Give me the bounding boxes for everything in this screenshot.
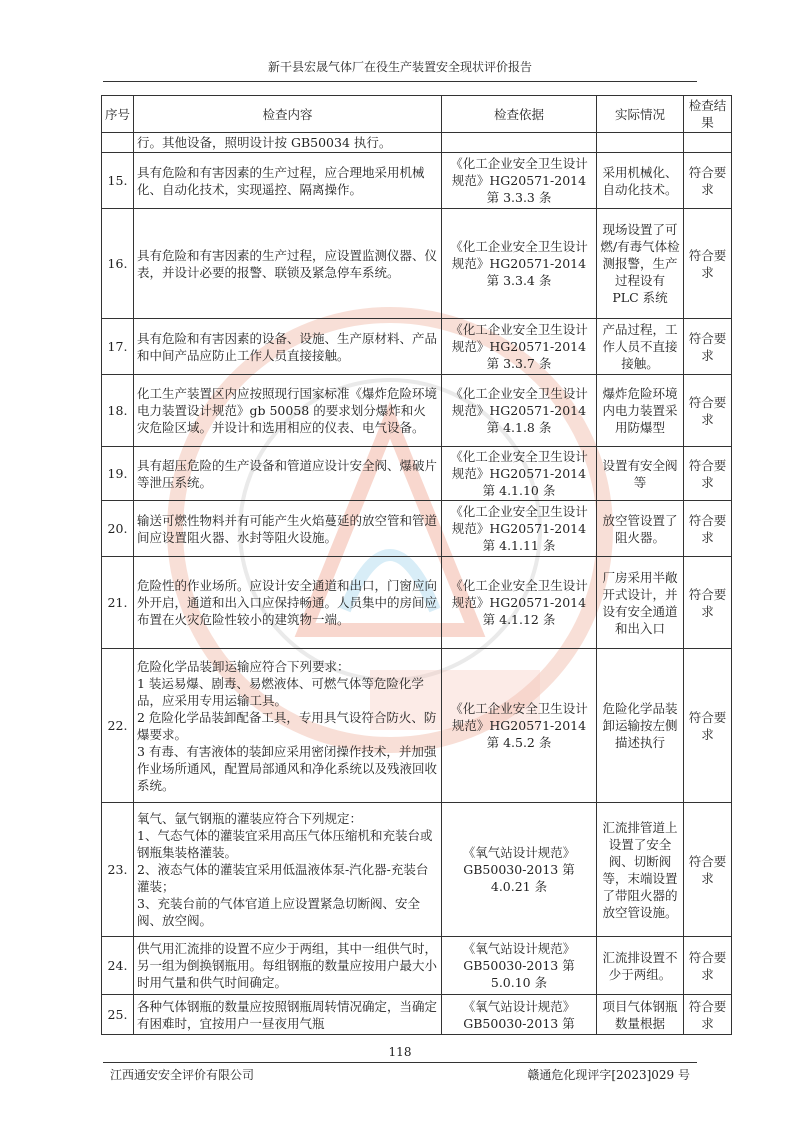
table-header-row (102, 96, 732, 133)
table-row: 20. 输送可燃性物料并有可能产生火焰蔓延的放空管和管道间应设置阻火器、水封等阻火设施。 《化工企业安全卫生设计规范》HG20571-2014 第 4.1.11 条 放空管设置了阻火器。 符合要求 (102, 501, 732, 557)
table-row: 25. 各种气体钢瓶的数量应按照钢瓶周转情况确定，当确定有困难时，宜按用户一昼夜用气瓶 《氧气站设计规范》GB50030-2013 第 项目气体钢瓶数量根据 符合要求 (102, 995, 732, 1035)
footer-report-no: 赣通危化现评字[2023]029 号 (527, 1068, 690, 1082)
footer-company: 江西通安安全评价有限公司 (110, 1068, 255, 1082)
table-row: 19. 具有超压危险的生产设备和管道应设计安全阀、爆破片等泄压系统。 《化工企业安全卫生设计规范》HG20571-2014 第 4.1.10 条 设置有安全阀等 符合要求 (102, 447, 732, 501)
inspection-table (101, 95, 732, 1035)
col-header-no: 序号 (102, 96, 134, 133)
col-header-content: 检查内容 (134, 96, 442, 133)
table-row: 18. 化工生产装置区内应按照现行国家标准《爆炸危险环境电力装置设计规范》gb 50058 的要求划分爆炸和火灾危险区域。并设计和选用相应的仪表、电气设备。 《化工企业安全卫生设计规范》HG20571-2014 第 4.1.8 条 爆炸危险环境内电力装置采用防爆型 符合要求 (102, 375, 732, 447)
table-row: 16. 具有危险和有害因素的生产过程，应设置监测仪器、仪表，并设计必要的报警、联锁及紧急停车系统。 《化工企业安全卫生设计规范》HG20571-2014 第 3.3.4 条 现场设置了可燃/有毒气体检测报警，生产过程设有 PLC 系统 符合要求 (102, 209, 732, 319)
continuation-row (102, 133, 732, 153)
table-row: 15. 具有危险和有害因素的生产过程，应合理地采用机械化、自动化技术，实现遥控、隔离操作。 《化工企业安全卫生设计规范》HG20571-2014 第 3.3.3 条 采用机械化、自动化技术。 符合要求 (102, 153, 732, 209)
table-row: 24. 供气用汇流排的设置不应少于两组，其中一组供气时，另一组为倒换钢瓶用。每组钢瓶的数量应按用户最大小时用气量和供气时间确定。 《氧气站设计规范》GB50030-2013 第 5.0.10 条 汇流排设置不少于两组。 符合要求 (102, 937, 732, 995)
table-row: 17. 具有危险和有害因素的设备、设施、生产原材料、产品和中间产品应防止工作人员直接接触。 《化工企业安全卫生设计规范》HG20571-2014 第 3.3.7 条 产品过程，工作人员不直接接触。 符合要求 (102, 319, 732, 375)
table-row: 21. 危险性的作业场所。应设计安全通道和出口，门窗应向外开启，通道和出入口应保持畅通。人员集中的房间应布置在火灾危险性较小的建筑物一端。 《化工企业安全卫生设计规范》HG20571-2014 第 4.1.12 条 厂房采用半敞开式设计，并设有安全通道和出入口 符合要求 (102, 557, 732, 649)
col-header-basis: 检查依据 (442, 96, 597, 133)
footer-divider (103, 1062, 697, 1063)
page-number: 118 (388, 1045, 412, 1059)
col-header-actual: 实际情况 (597, 96, 684, 133)
table-row: 23. 氧气、氩气钢瓶的灌装应符合下列规定： 1、气态气体的灌装宜采用高压气体压缩机和充装台或钢瓶集装格灌装。 2、液态气体的灌装宜采用低温液体泵-汽化器-充装台灌装； 3、充装台前的气体官道上应设置紧急切断阀、安全阀、放空阀。 《氧气站设计规范》GB50030-2013 第 4.0.21 条 汇流排管道上设置了安全阀、切断阀等，末端设置了带阻火器的放空管设施。 符合要求 (102, 803, 732, 937)
row-22-content: 危险化学品装卸运输应符合下列要求： 1 装运易爆、剧毒、易燃液体、可燃气体等危险化学品，应采用专用运输工具。 2 危险化学品装卸配备工具，专用具气设符合防火、防爆要求。 3 有毒、有害液体的装卸应采用密闭操作技术，并加强作业场所通风，配置局部通风和净化系统以及残液回收系统。 (137, 658, 438, 793)
row-23-content: 氧气、氩气钢瓶的灌装应符合下列规定： 1、气态气体的灌装宜采用高压气体压缩机和充装台或钢瓶集装格灌装。 2、液态气体的灌装宜采用低温液体泵-汽化器-充装台灌装； 3、充装台前的气体官道上应设置紧急切断阀、安全阀、放空阀。 (137, 811, 433, 928)
col-header-result: 检查结果 (684, 96, 732, 133)
report-title: 新干县宏晟气体厂在役生产装置安全现状评价报告 (267, 60, 532, 74)
continuation-text: 行。其他设备，照明设计按 GB50034 执行。 (134, 133, 442, 153)
table-row: 22. 危险化学品装卸运输应符合下列要求： 1 装运易爆、剧毒、易燃液体、可燃气体等危险化学品，应采用专用运输工具。 2 危险化学品装卸配备工具，专用具气设符合防火、防爆要求。 3 有毒、有害液体的装卸应采用密闭操作技术，并加强作业场所通风，配置局部通风和净化系统以及残液回收系统。 《化工企业安全卫生设计规范》HG20571-2014 第 4.5.2 条 危险化学品装卸运输按左侧描述执行 符合要求 (102, 649, 732, 803)
page-header (103, 58, 697, 82)
